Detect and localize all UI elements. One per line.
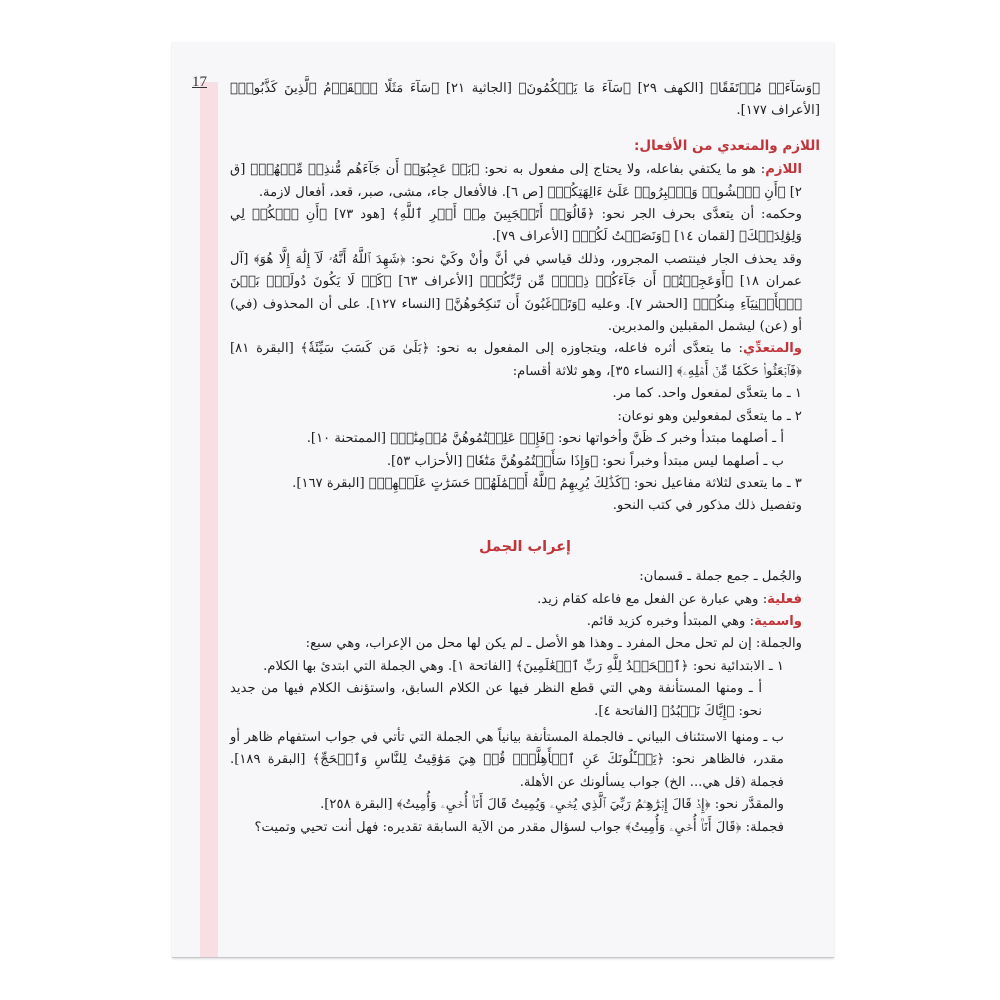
page-number: 17 bbox=[192, 74, 207, 90]
paragraph-jumla: والجملة: إن لم تحل محل المفرد ـ وهذا هو الأصل ـ لم يكن لها محل من الإعراب، وهي سبع: bbox=[305, 636, 802, 652]
mutaaddi-definition: : ما يتعدَّى أثره فاعله، ويتجاوزه إلى المفعول به نحو: ﴿بَلَىٰ مَن كَسَبَ سَيِّئَةٗ﴾ [البقرة ٨١] ﴿فَٱبۡعَثُوا۟ حَكَمٗا مِّنۡ أَهۡلِهِۦ﴾ [النساء ٣٥]، وهو ثلاثة أقسام: bbox=[230, 341, 802, 379]
list-item bbox=[230, 383, 820, 405]
ismiya-definition: : وهي المبتدأ وخبره كزيد قائم. bbox=[586, 613, 755, 629]
paragraph-mutaaddi bbox=[230, 338, 820, 383]
paragraph-jumal-intro: والجُمل ـ جمع جملة ـ قسمان: bbox=[639, 569, 802, 585]
list-text: أصلهما ليس مبتدأ وخبراً نحو: ﴿وَإِذَا سَأَلۡتُمُوهُنَّ مَتَٰعٗا﴾ [الأحزاب ٥٣]. bbox=[386, 453, 760, 469]
intro-paragraph: ﴿وَسَآءَتۡ مُرۡتَفَقًا﴾ [الكهف ٢٩] ﴿سَآءَ مَا يَحۡكُمُونَ﴾ [الجاثية ٢١] ﴿سَآءَ مَثَلًا ٱلۡقَوۡمُ ٱلَّذِينَ كَذَّبُوا۟﴾ [الأعراف ١٧٧]. bbox=[230, 81, 821, 119]
list-marker: ٣ ـ bbox=[786, 475, 802, 491]
term-lazim: اللازم bbox=[765, 162, 802, 178]
list-item bbox=[230, 473, 820, 495]
term-fiiliya: فعلية bbox=[767, 591, 802, 607]
paragraph-hadhf: وقد يحذف الجار فينتصب المجرور، وذلك قياسي في أنَّ وأنْ وكَيْ نحو: ﴿شَهِدَ ٱللَّهُ أَنَّهُۥ لَآ إِلَٰهَ إِلَّا هُوَ﴾ [آل عمران ١٨] ﴿أَوَعَجِبۡتُمۡ أَن جَآءَكُمۡ ذِكۡرٞ مِّن رَّبِّكُمۡ﴾ [الأعراف ٦٣] ﴿كَيۡ لَا يَكُونَ دُولَةَۢ بَيۡنَ ٱلۡأَغۡنِيَآءِ مِنكُمۡ﴾ [الحشر ٧]. وعليه ﴿وَتَرۡغَبُونَ أَن تَنكِحُوهُنَّ﴾ [النساء ١٢٧]. على أن المحذوف (في) أو (عن) ليشمل المقبلين والمدبرين. bbox=[230, 251, 802, 335]
list-marker: ١ ـ bbox=[768, 658, 784, 674]
list-text: ما يتعدى لثلاثة مفاعيل نحو: ﴿كَذَٰلِكَ يُرِيهِمُ ٱللَّهُ أَعۡمَٰلَهُمۡ حَسَرَٰتٍ عَلَيۡهِمۡ﴾ [البقرة ١٦٧]. bbox=[292, 475, 783, 491]
list-marker: ب ـ bbox=[763, 453, 784, 469]
paragraph-hukm: وحكمه: أن يتعدَّى بحرف الجر نحو: ﴿قَالُوٓا۟ أَتَعۡجَبِينَ مِنۡ أَمۡرِ ٱللَّهِ﴾ [هود ٧٣] ﴿أَنِ ٱشۡكُرۡ لِي وَلِوَٰلِدَيۡكَ﴾ [لقمان ١٤] ﴿وَنَصَحۡتُ لَكُمۡ﴾ [الأعراف ٧٩]. bbox=[230, 207, 802, 245]
lazim-definition: : هو ما يكتفي بفاعله، ولا يحتاج إلى مفعول به نحو: ﴿بَلۡ عَجِبُوٓا۟ أَن جَآءَهُم مُّنذِرٞ مِّنۡهُمۡ﴾ [ق ٢] ﴿أَنِ ٱمۡشُوا۟ وَٱصۡبِرُوا۟ عَلَىٰٓ ءَالِهَتِكُمۡ﴾ [ص ٦]. فالأفعال جاء، مشى، صبر، قعد، أفعال لازمة. bbox=[230, 162, 802, 200]
paragraph-ismiya bbox=[230, 611, 820, 633]
list-marker: ب ـ bbox=[763, 729, 784, 745]
section-heading-lazim-mutaaddi: اللازم والمتعدي من الأفعال: bbox=[634, 137, 820, 154]
paragraph-fiiliya bbox=[230, 589, 820, 611]
sublist-item bbox=[230, 678, 820, 723]
paragraph-lazim bbox=[230, 159, 820, 204]
list-marker: ٢ ـ bbox=[786, 408, 802, 424]
book-page bbox=[172, 42, 834, 958]
page-content bbox=[230, 78, 820, 839]
margin-strip bbox=[200, 82, 218, 957]
list-text: أصلهما مبتدأ وخبر كـ ظَنَّ وأخواتها نحو: ﴿فَإِنۡ عَلِمۡتُمُوهُنَّ مُؤۡمِنَٰتٖ﴾ [الممتحنة ١٠]. bbox=[306, 431, 769, 447]
list-marker: أ ـ bbox=[772, 431, 784, 447]
term-ismiya: واسمية bbox=[754, 613, 802, 629]
list-text: الابتدائية نحو: ﴿ٱلۡحَمۡدُ لِلَّهِ رَبِّ ٱلۡعَٰلَمِينَ﴾ [الفاتحة ١]. وهي الجملة التي ابتدئ بها الكلام. bbox=[263, 658, 765, 674]
term-mutaaddi: والمتعدِّي bbox=[742, 341, 802, 357]
list-item bbox=[230, 406, 820, 428]
list-text: ما يتعدَّى لمفعولين وهو نوعان: bbox=[617, 408, 783, 424]
list-text: ما يتعدَّى لمفعول واحد. كما مر. bbox=[612, 386, 783, 402]
paragraph-fajumla: فجملة: ﴿قَالَ أَنَا۠ أُحۡيِۦ وَأُمِيتُ﴾ جواب لسؤال مقدر من الآية السابقة تقديره: فهل أنت تحيي وتميت؟ bbox=[254, 819, 784, 835]
list-text: ومنها المستأنفة وهي التي قطع النظر فيها عن الكلام السابق، واستؤنف الكلام فيها من جديد نحو: ﴿إِيَّاكَ نَعۡبُدُ﴾ [الفاتحة ٤]. bbox=[230, 681, 762, 719]
sublist-item bbox=[230, 727, 820, 794]
list-marker: أ ـ bbox=[748, 681, 762, 697]
list-item bbox=[230, 656, 820, 678]
list-marker: ١ ـ bbox=[786, 386, 802, 402]
list-text: ومنها الاستئناف البياني ـ فالجملة المستأنفة بيانياً هي الجملة التي تأتي في جواب استفهام ظاهر أو مقدر، فالظاهر نحو: ﴿يَسۡـَٔلُونَكَ عَنِ ٱلۡأَهِلَّةِۖ قُلۡ هِيَ مَوَٰقِيتُ لِلنَّاسِ وَٱلۡحَجِّ﴾ [البقرة ١٨٩]. فجملة (قل هي... الخ) جواب يسألونك عن الأهلة. bbox=[230, 729, 784, 790]
paragraph-muqaddar: والمقدَّر نحو: ﴿إِذۡ قَالَ إِبۡرَٰهِـۧمُ رَبِّيَ ٱلَّذِي يُحۡيِۦ وَيُمِيتُ قَالَ أَنَا۠ أُحۡيِۦ وَأُمِيتُ﴾ [البقرة ٢٥٨]. bbox=[320, 797, 784, 813]
paragraph-closing: وتفصيل ذلك مذكور في كتب النحو. bbox=[612, 498, 802, 514]
sublist-item bbox=[230, 428, 820, 450]
section-heading-irab-jumal: إعراب الجمل bbox=[478, 538, 571, 555]
fiiliya-definition: : وهي عبارة عن الفعل مع فاعله كقام زيد. bbox=[537, 591, 768, 607]
sublist-item bbox=[230, 451, 820, 473]
